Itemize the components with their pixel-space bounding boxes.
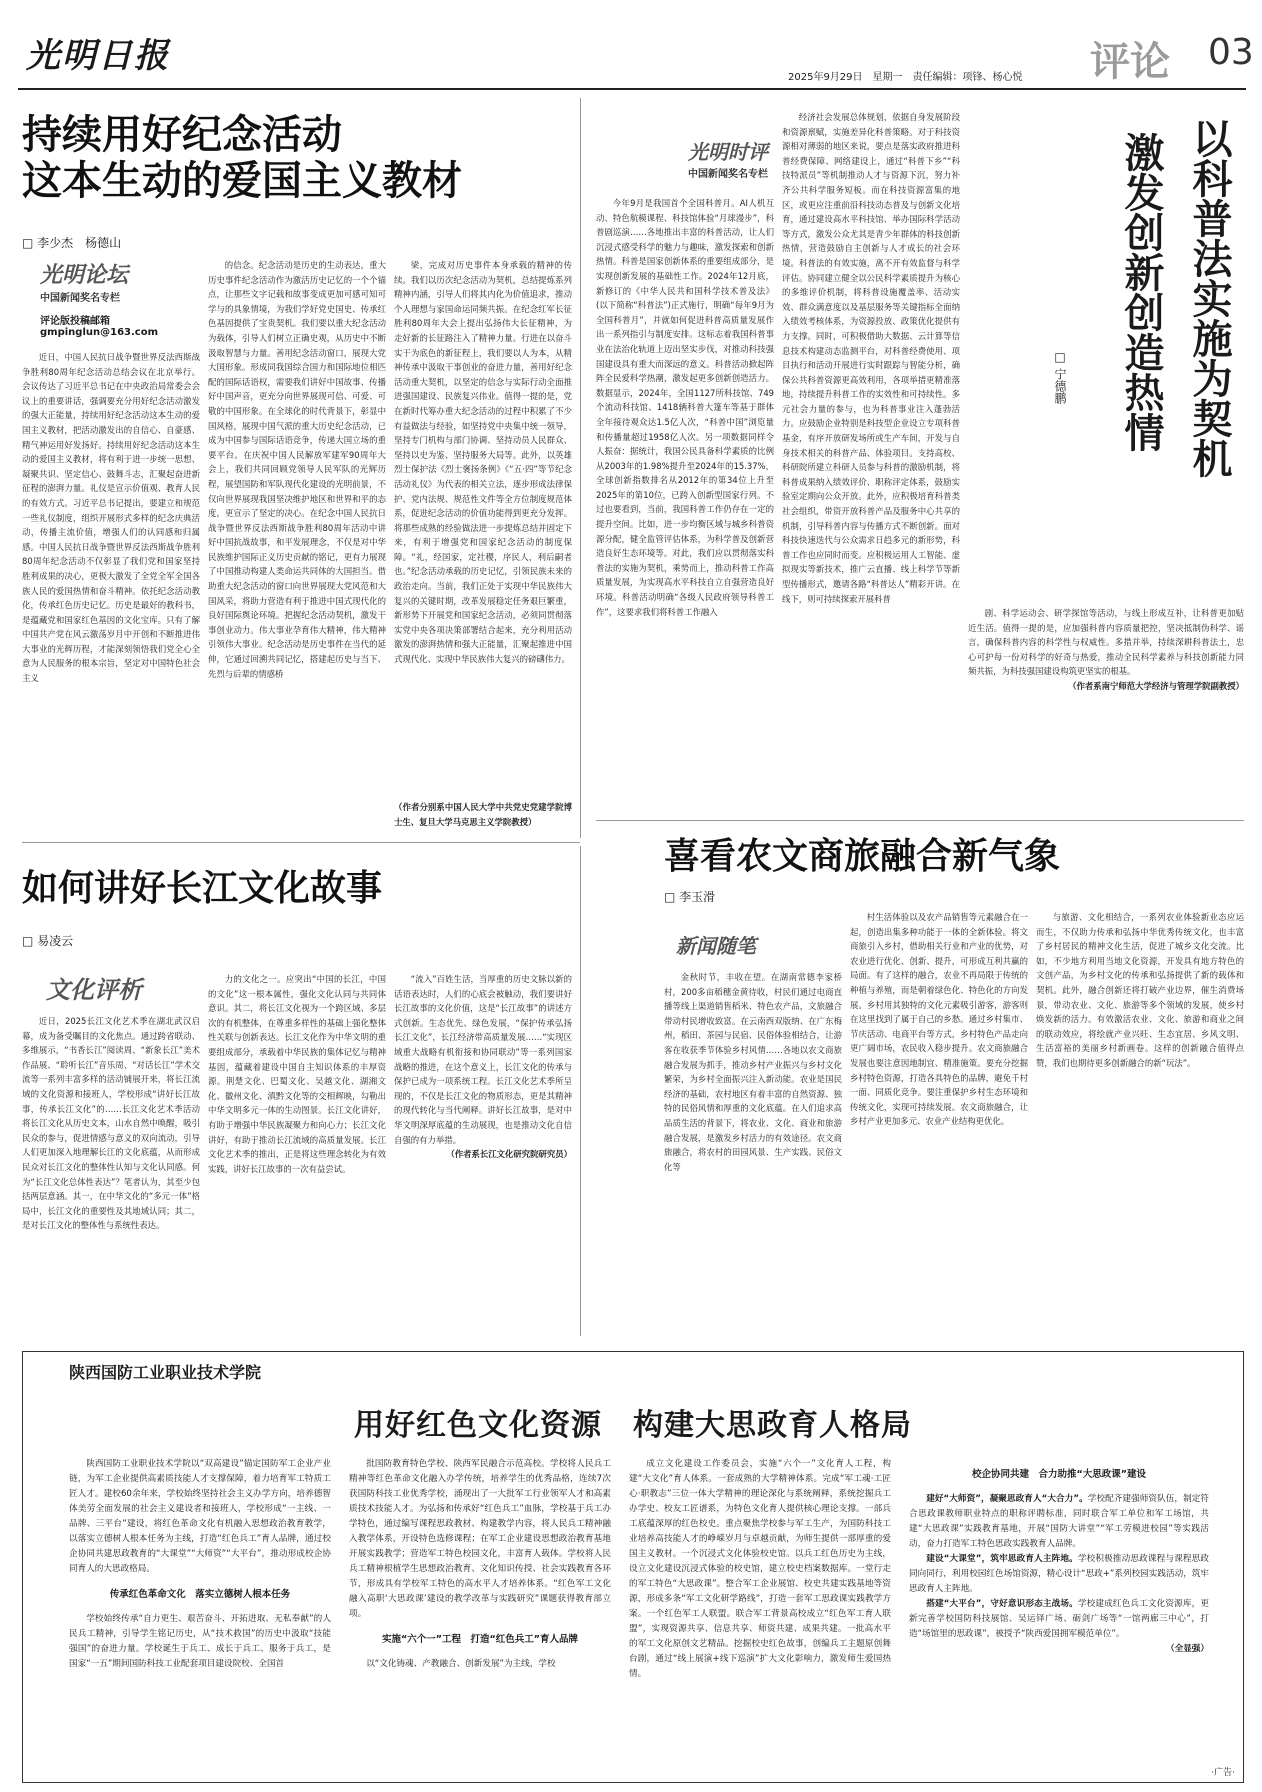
ad-footer-label: ·广告· [1211, 1768, 1235, 1778]
ad-text-4a: 学校配齐建强师资队伍，制定符合思政课教师职业特点的职称评聘标准，同时联合军工单位和军工场馆，共建“大思政课”实践教育基地，开展“国防大讲堂”“军工劳模进校园”等实践活动，奋力打造军工特色思政实践教育人品牌。 [909, 1494, 1209, 1549]
article3-signature: （作者系长江文化研究院研究员） [446, 1149, 572, 1160]
article1-text-3: 梁，完成对历史事件本身承载的精神的传续。我们以历次纪念活动为契机，总结提炼系列精神内涵，引导人们将其内化为价值追求，推动个人理想与家国命运同频共振。在纪念红军长征胜利80周年大会上提出弘扬伟大长征精神，为走好新的长征路注入了精神力量。行进在以奋斗实干为底色的新征程上，我们要以人为本，从精神传承中汲取干事创业的奋进力量，善用好纪念活动重大契机，以坚定的信念与实际行动全面推进强国建设、民族复兴伟业。值得一提的是，党在新时代筹办重大纪念活动的过程中积累了不少有益做法与经验，如坚持党中央集中统一领导，坚持专门机构与部门协调、坚持动员人民群众、坚持以史为鉴、坚持服务大局等。此外，以英雄烈士保护法《烈士褒扬条例》《“五·四”等节纪念活动礼仪》为代表的相关立法，逐步形成法律保护、党内法规、规范性文件等全方位制度规范体系，促进纪念活动的价值功能得到更充分发挥。将那些成熟的经验做法进一步提炼总结并固定下来，有利于增强党和国家纪念活动的制度保障。“礼，经国家，定社稷，序民人，利后嗣者也。”纪念活动承载的历史记忆，引领民族未来的政治走向。当前，我们正处于实现中华民族伟大复兴的关键时期，改革发展稳定任务艰巨繁重，新形势下开展党和国家纪念活动，必须同贯彻落实党中央各项决策部署结合起来，充分利用活动激发的澎湃热情和强大正能量，汇聚起推进中国式现代化、实现中华民族伟大复兴的磅礴伟力。 [394, 260, 572, 665]
article1-signature: （作者分别系中国人民大学中共党史党建学院博士生、复旦大学马克思主义学院教授） [394, 802, 572, 827]
article4-text-3: 与旅游、文化相结合，一系列农业体验新业态应运而生，不仅助力传承和弘扬中华优秀传统文化，也丰富了乡村居民的精神文化生活，促进了城乡文化交流。比如，不少地方利用当地文化资源，开发具有地方特色的文创产品，为乡村文化的传承和弘扬提供了新的载体和契机。此外，融合创新还将打破产业边界，催生消费场景，带动农业、文化、旅游等多个领域的发展，使乡村焕发新的活力。有效激活农业、文化、旅游和商业之间的联动效应，将绘就产业兴旺、生态宜居、乡风文明、生活富裕的美丽乡村新画卷。这样的创新融合值得点赞，我们也期待更多创新融合的新“玩法”。 [1036, 912, 1244, 1068]
ad-text-3: 成立文化建设工作委员会，实施“六个一”文化育人工程，构建“大文化”育人体系。一套成熟的大学精神体系。完成“军工魂·工匠心·职教志”三位一体大学精神的理论深化与系统阐释，系统挖掘兵工办学史、校友工匠谱系，为特色文化育人提供核心理论支撑。一部兵工底蕴深厚的红色校史。重点聚焦学校参与军工生产，为国防科技工业培养高技能人才的峥嵘岁月与卓越贡献，为师生提供一部厚重的爱国主义教材。一个沉浸式文化体验校史馆。以兵工红色历史为主线，设立文化建设沉浸式体验的校史馆，建立校史档案数据库。一堂行走的军工特色“大思政课”。整合军工企业展馆、校史共建实践基地等资源，形成多条“军工文化研学路线”，打造一套军工思政课实践教学方案。一个红色军工人联盟。联合军工背景高校成立“红色军工育人联盟”，实现资源共享、信息共享、师资共建、成果共建。一批高水平的军工文化原创文艺精品。挖掘校史红色故事，创编兵工主题原创舞台剧，通过“线上展演+线下巡演”扩大文化影响力，激发师生爱国热情。 [629, 1459, 891, 1679]
article2-byline-text: 宁德鹏 [1053, 367, 1067, 404]
badge-title: 光明时评 [688, 140, 768, 164]
article2-byline [1052, 350, 1069, 404]
badge-subtitle: 中国新闻奖名专栏 [688, 169, 768, 180]
article3-text-1: 近日，2025长江文化艺术季在湖北武汉启幕，成为备受瞩目的文化焦点。通过跨省联动、多维展示，“书香长江”阅读周、“新象长江”美术作品展、“聆听长江”音乐周、“对话长江”学术交流等一系列丰富多样的活动铺展开来，将长江流域的文化资源和接班人，学校形成“讲好长江故事，传承长江文化”的……长江文化艺术季活动将长江文化从历史文本，山水自然中唤醒，吸引民众的参与，促进情感与意义的双向流动，引导人们更加深入地理解长江的文化底蕴，从而形成民众对长江文化的整体性认知与文化认同感。何为“长江文化总体性表达”？笔者认为，其至少包括两层意涵。其一，在中华文化的“多元一体”格局中，长江文化的重要性及其地域认同；其二，是对长江文化的整体性与系统性表达。 [22, 1016, 200, 1231]
article3-column-3 [394, 972, 572, 1332]
article3-column-2 [208, 972, 386, 1332]
article2-headline-line1: 以科普法实施为契机 [1186, 118, 1233, 478]
article3-text-2: 力的文化之一。应突出“中国的长江，中国的文化”这一根本属性，强化文化认同与共同体意识。其二，将长江文化视为一个跨区域、多层次的有机整体，在尊重多样性的基础上强化整体性关联与创新表达。长江文化作为中华文明的重要组成部分，承载着中华民族的集体记忆与精神基因，蕴藏着建设中国自主知识体系的丰厚资源。荆楚文化、巴蜀文化、吴越文化、湖湘文化、徽州文化、滇黔文化等的交相辉映，勾勒出中华文明多元一体的生动图景。长江文化讲好，有助于增强中华民族凝聚力和向心力；长江文化讲好，有助于推动长江流域的高质量发展。长江文化艺术季的推出，正是将这些理念转化为有效实践，讲好长江故事的一次有益尝试。 [208, 974, 386, 1174]
page-number: 03 [1208, 32, 1254, 73]
ad-organization: 陕西国防工业职业技术学院 [69, 1363, 262, 1382]
ad-lead-3: 搭建“大平台”，守好意识形态主战场。 [926, 1599, 1078, 1609]
article2-text-1: 今年9月是我国首个全国科普月。AI人机互动、特色航模课程、科技馆体验“月球漫步”，科普剧巡演……各地推出丰富的科普活动，让人们沉浸式感受科学的魅力与趣味，激发探索和创新热情。科普是国家创新体系的重要组成部分，是实现创新发展的基础性工作。2024年12月底，新修订的《中华人民共和国科学技术普及法》(以下简称“科普法”)正式施行，明确“每年9月为全国科普月”，并就如何促进科普高质量发展作出一系列指引与制度安排。这标志着我国科普事业在法治化轨道上迈出坚实步伐，对推动科技强国建设具有重大而深远的意义。科普活动掀起阵阵全民爱科学热潮，激发起更多创新创造活力。数据显示，2024年，全国1127所科技馆、749个流动科技馆、1418辆科普大篷车等基于群体全年接待观众达1.5亿人次，“科普中国”浏览量和传播量超过1958亿人次。另一项数据同样令人振奋：据统计，我国公民具备科学素质的比例从2003年的1.98%提升至2024年的15.37%，全球创新指数排名从2012年的第34位上升至2025年的第10位，已跨入创新型国家行列。不过也要看到，当前，我国科普工作仍存在一定的提升空间。比如，进一步均衡区域与城乡科普资源分配，健全监管评估体系，为科学普及创新营造良好生态环境等。对此，我们应以贯彻落实科普法的实施为契机，乘势而上，推动科普工作高质量发展，为实现高水平科技自立自强营造良好环境。科普活动明确“各级人民政府领导科普工作”，这要求我们将科普工作融入 [596, 198, 774, 617]
article1-byline: □ 李少杰 杨德山 [22, 234, 121, 251]
article1-headline-line2: 这本生动的爱国主义教材 [22, 157, 462, 204]
badge-title: 文化评析 [46, 976, 142, 1004]
ad-column-4 [909, 1457, 1209, 1777]
ad-text-2b: 以“文化铸魂、产教融合、创新发展”为主线，学校 [366, 1659, 556, 1669]
divider [580, 98, 581, 838]
article1-column-3 [394, 258, 572, 798]
ad-text-1: 陕西国防工业职业技术学院以“双高建设”锚定国防军工企业产业链，为军工企业提供高素质技能人才支撑保障，着力培育军工特质工匠人才。建校60余年来，学校始终坚持社会主义办学方向，培养德智体美劳全面发展的社会主义建设者和接班人，学校形成“一主线、一品牌、三平台”建设，将红色革命文化有机融入思想政治教育教学，以落实立德树人根本任务为主线，打造“红色兵工”育人品牌，通过校企协同共建思政教育的“大课堂”“大师资”“大平台”，推动形成校企协同育人的大思政格局。 [69, 1459, 331, 1574]
badge-title: 新闻随笔 [676, 934, 756, 958]
masthead [18, 28, 1254, 90]
ad-text-1b: 学校始终传承“自力更生、艰苦奋斗、开拓进取、无私奉献”的人民兵工精神，引导学生铭记历史，从“技术救国”的历史中汲取“技能强国”的奋进力量。学校诞生于兵工、成长于兵工、服务于兵工，是国家“一五”期间国防科技工业配套项目建设院校、全国首 [69, 1614, 331, 1669]
article2-text-3: 剧、科学运动会、研学探馆等活动，与线上形成互补，让科普更加贴近生活。值得一提的是，应加强科普内容质量把控，坚决抵制伪科学、谣言，确保科普内容的科学性与权威性。多措并举，持续深耕科普法土，忠心可护每一份对科学的好奇与热爱，推动全民科学素养与科技创新能力同频共振，为科技强国建设构筑更坚实的根基。 [968, 608, 1244, 677]
guangming-forum-badge [40, 258, 180, 344]
ad-text-2: 批国防教育特色学校、陕西军民融合示范高校。学校将人民兵工精神等红色革命文化融入办学传统，培养学生的优秀品格，连续7次获国防科技工业优秀学校，涌现出了一大批军工行业领军人才和高素质技术技能人才。为弘扬和传承好“红色兵工”血脉，学校基于兵工办学特色，通过编写课程思政教材、构建教学内容，将人民兵工精神融入教学体系，开设特色选修课程；在军工企业建设思想政治教育基地开展实践教学；营造军工特色校园文化，丰富育人载体。学校将人民兵工精神根植学生思想政治教育、文化知识传授、社会实践教育各环节，形成具有学校军工特色的高水平人才培养体系。“红色军工文化融入高职‘大思政课’建设的教学改革与实践研究”课题获得教育部立项。 [349, 1459, 611, 1619]
article2-column-3 [968, 606, 1244, 770]
article2-column-1 [596, 196, 774, 814]
article2-signature: （作者系南宁师范大学经济与管理学院副教授） [1068, 680, 1244, 691]
ad-column-1 [69, 1457, 331, 1777]
badge-title: 光明论坛 [40, 263, 129, 288]
article1-headline [22, 112, 662, 204]
article2-headline-line2: 激发创新创造热情 [1118, 132, 1165, 452]
article1-column-2 [208, 258, 386, 836]
section-title: 评论 [1090, 38, 1170, 85]
ad-text-4b: 学校积极推动思政课程与课程思政同向同行，利用校园红色场馆资源，精心设计“思政+”系列校园实践活动，筑牢思政育人主阵地。 [909, 1554, 1209, 1594]
badge-mail-label: 评论版投稿邮箱 [40, 316, 110, 327]
ad-title: 用好红色文化资源 构建大思政育人格局 [354, 1408, 912, 1443]
article4-byline: □ 李玉滑 [664, 888, 715, 905]
article1-text-2: 的信念。纪念活动是历史的生动表达，重大历史事件纪念活动作为激活历史记忆的一个个锚点，让那些文字记载和故事变成更加可感可知可学与的具象情境，为我们学好党史国史、传承红色基因提供了宝贵契机。我们要以重大纪念活动为载体，引导人们树立正确史观，从历史中不断汲取智慧与力量。善用纪念活动窗口，展现大党大国形象。形成同我国综合国力和国际地位相匹配的国际话语权，需要我们讲好中国故事、传播好中国声音，更充分向世界展现可信、可爱、可敬的中国形象。在全球化的时代背景下，彰显中国风格，展现中国气派的重大历史纪念活动，已成为中国参与国际话语竞争，传递大国立场的重要平台。在庆祝中国人民解放军建军90周年大会上，我们共同回顾党领导人民军队的光辉历程，展望国防和军队现代化建设的光明前景，不仅向世界展现我国坚决维护地区和世界和平的态度，更宣示了坚定的决心。在纪念中国人民抗日战争暨世界反法西斯战争胜利80周年活动中讲好中国抗战故事，和平发展理念，不仅是对中华民族维护国际正义历史贡献的铭记，更有力展现了中国推动构建人类命运共同体的大国担当。借助重大纪念活动的窗口向世界展现大党风范和大国风采，将助力营造有利于推进中国式现代化的良好国际舆论环境。把握纪念活动契机，激发干事创业动力。伟大事业孕育伟大精神，伟大精神引领伟大事业。纪念活动是历史事件在当代的延伸，它通过回溯共同记忆，搭建起历史与当下、先烈与后辈的情感桥 [208, 260, 386, 679]
article4-column-3 [1036, 910, 1244, 1332]
article4-column-2 [850, 910, 1028, 1332]
byline-box-icon: □ [1053, 350, 1067, 368]
ad-subheading-3: 校企协同共建 合力助推“大思政课”建设 [972, 1469, 1146, 1480]
article2-column-2 [782, 110, 960, 814]
ad-column-3 [629, 1457, 891, 1777]
article3-byline: □ 易凌云 [22, 932, 73, 949]
newspaper-logo: 光明日报 [26, 36, 170, 76]
ad-signature: （全显强） [1166, 1644, 1209, 1654]
news-essay-badge [676, 930, 816, 960]
ad-column-2 [349, 1457, 611, 1777]
divider [596, 820, 1244, 821]
ad-subheading-1: 传承红色革命文化 落实立德树人根本任务 [109, 1589, 291, 1600]
article1-headline-line1: 持续用好纪念活动 [22, 111, 342, 158]
article4-text-1: 金秋时节，丰收在望。在湖南常德李家桥村，200多亩稻穗金黄待收，村民们通过电商直播等线上渠道销售稻米、特色农产品，文旅融合带动村民增收致富。在云南西双版纳、在广东梅州，稻田、茶园与民宿、民俗体验相结合，让游客在收获季节体验乡村风情……各地以农文商旅融合发展为抓手，推动乡村产业振兴与乡村文化繁荣，为乡村全面振兴注入新动能。农业是国民经济的基础，农村地区有着丰富的自然资源、独特的民俗风情和厚重的文化底蕴。在人们追求高品质生活的背景下，将农业、文化、商业和旅游融合发展，是激发乡村活力的有效途径。农文商旅融合，将农村的田园风景、生产实践、民俗文化等 [664, 972, 842, 1172]
badge-subtitle: 中国新闻奖名专栏 [40, 293, 120, 304]
article2-text-2: 经济社会发展总体规划，依据自身发展阶段和资源禀赋，实施差异化科普策略。对于科技资源相对薄弱的地区来说，要点是落实政府推进科普经费保障、网络建设上，通过“科普下乡”“科技特派员”等机制推动人才与资源下沉，努力补齐公共科学服务短板。而在科技资源富集的地区，或更应注重前沿科技动态普及与创新文化培育，通过建设高水平科技馆、举办国际科学活动等方式，激发公众尤其是青少年群体的科技创新热情，营造鼓励自主创新与人才成长的社会环境。科普法的有效实施，离不开有效监督与科学评估。协同建立健全以公民科学素质提升为核心的多维评价机制，将科普设施覆盖率、活动实效、群众满意度以及基层服务等关键指标全面纳入绩效考核体系，为资源投放、政策优化提供有力支撑。同时，可积极借助大数据、云计算等信息技术构建动态监测平台，对科普经费使用、项目执行和活动开展进行实时跟踪与智能分析，确保公共科普资源更高效利用，各项举措更精准落地，持续提升科普工作的实效性和可持续性。多元社会力量的参与，也为科普事业注入蓬勃活力。应鼓励企业特别是科技型企业设立专项科普基金，有序开放研发场所或生产车间，开发与自身技术相关的科普产品、体验项目。支持高校、科研院所建立科研人员参与科普的激励机制，将科普成果纳入绩效评价、职称评定体系，鼓励实验室定期向公众开放。此外，应积极培育科普类社会组织，带资开放科普产品及服务中心共享的机制，引导科普内容与传播方式不断创新。面对科技快速迭代与公众需求日趋多元的新形势，科普工作也应同时而变。应积极运用人工智能、虚拟现实等新技术，推广云直播、线上科学节等新型传播形式，邀请各路“科普达人”精彩开讲。在线下，则可持续探索开展科普 [782, 112, 960, 604]
article1-signature-box [394, 800, 572, 836]
article3-headline: 如何讲好长江文化故事 [22, 867, 383, 909]
divider [580, 846, 581, 1336]
date-line: 2025年9月29日 星期一 责任编辑：项锋、杨心悦 [788, 72, 1023, 83]
article4-headline: 喜看农文商旅融合新气象 [664, 835, 1061, 877]
article4-text-2: 村生活体验以及农产品销售等元素融合在一起，创造出集多种功能于一体的全新体验。将文商旅引入乡村，借助相关行业和产业的优势，对农业进行优化、创新、提升，可形成互利共赢的局面。有了这样的融合，农业不再局限于传统的种植与养殖，而是朝着绿色化、特色化的方向发展。乡村用其独特的文化元素吸引游客，游客则在这里找到了属于自己的乡愁。通过乡村集市、节庆活动、电商平台等方式，乡村特色产品走向更广阔市场，农民收入稳步提升。农文商旅融合发展也要注意因地制宜、精准施策。要充分挖掘乡村特色资源，打造各具特色的品牌，避免千村一面、同质化竞争。要注重保护乡村生态环境和传统文化，实现可持续发展。农文商旅融合，让乡村产业更加多元、农业产业结构更优化。 [850, 912, 1028, 1127]
article1-text-1: 近日，中国人民抗日战争暨世界反法西斯战争胜利80周年纪念活动总结会议在北京举行。会议传达了习近平总书记在中央政治局常委会会议上的重要讲话，强调要充分用好纪念活动激发的强大正能量，持续用好纪念活动这本生动的爱国主义教材，把活动激发出的自信心、自豪感、精气神运用好发扬好。持续用好纪念活动这本生动的爱国主义教材，将有利于进一步统一思想、凝聚共识、坚定信心、鼓舞斗志，汇聚起奋进新征程的澎湃力量。礼仪是宣示价值观、教育人民的有效方式。习近平总书记提出，要建立和规范一些礼仪制度，组织开展形式多样的纪念庆典活动，传播主流价值，增强人们的认同感和归属感。中国人民抗日战争暨世界反法西斯战争胜利80周年纪念活动不仅彰显了我们党和国家坚持胜利成果的决心，更极大激发了全党全军全国各族人民的爱国热情和奋斗精神。依托纪念活动教化，传承红色历史记忆。历史是最好的教科书，是蕴藏党和国家红色基因的文化宝库。只有了解中国共产党在风云激荡岁月中开创和不断推进伟大事业的光辉历程，才能深刻领悟我们党全心全意为人民服务的根本宗旨，坚定对中国特色社会主义 [22, 352, 200, 684]
divider [22, 842, 580, 843]
advertisement [22, 1351, 1244, 1783]
badge-mail[interactable]: gmpinglun@163.com [40, 327, 158, 338]
ad-lead-1: 建好“大师资”，凝聚思政育人“大合力”。 [926, 1494, 1088, 1504]
article1-column-1 [22, 350, 200, 836]
ad-text-4c: 学校建成红色兵工文化资源库，更新完善学校国防科技展馆、吴运铎广场、砺剑广场等“一馆两廊三中心”，打造“场馆里的思政课”，被授予“陕西爱国拥军模范单位”。 [909, 1599, 1209, 1639]
ad-subheading-2: 实施“六个一”工程 打造“红色兵工”育人品牌 [382, 1634, 578, 1645]
culture-analysis-badge [46, 970, 186, 1004]
article3-column-1 [22, 1014, 200, 1332]
article3-text-3: “流入”百姓生活，当厚重的历史文脉以新的话语表达时，人们的心底会被触动，我们要讲好长江故事的文化价值，这是“长江故事”的讲述方式创新。生态优先、绿色发展，“保护传承弘扬长江文化”，长江经济带高质量发展……“实现区域重大战略有机衔接和协同联动”等一系列国家战略的推进，在这个意义上，长江文化的传承与保护已成为一项系统工程。长江文化艺术季所呈现的，不仅是长江文化的物质形态，更是其精神的现代转化与当代阐释。讲好长江故事，是对中华文明深厚底蕴的生动展现，也是推动文化自信自强的有力举措。 [394, 974, 572, 1145]
ad-lead-2: 建设“大课堂”，筑牢思政育人主阵地。 [926, 1554, 1078, 1564]
article4-column-1 [664, 970, 842, 1332]
